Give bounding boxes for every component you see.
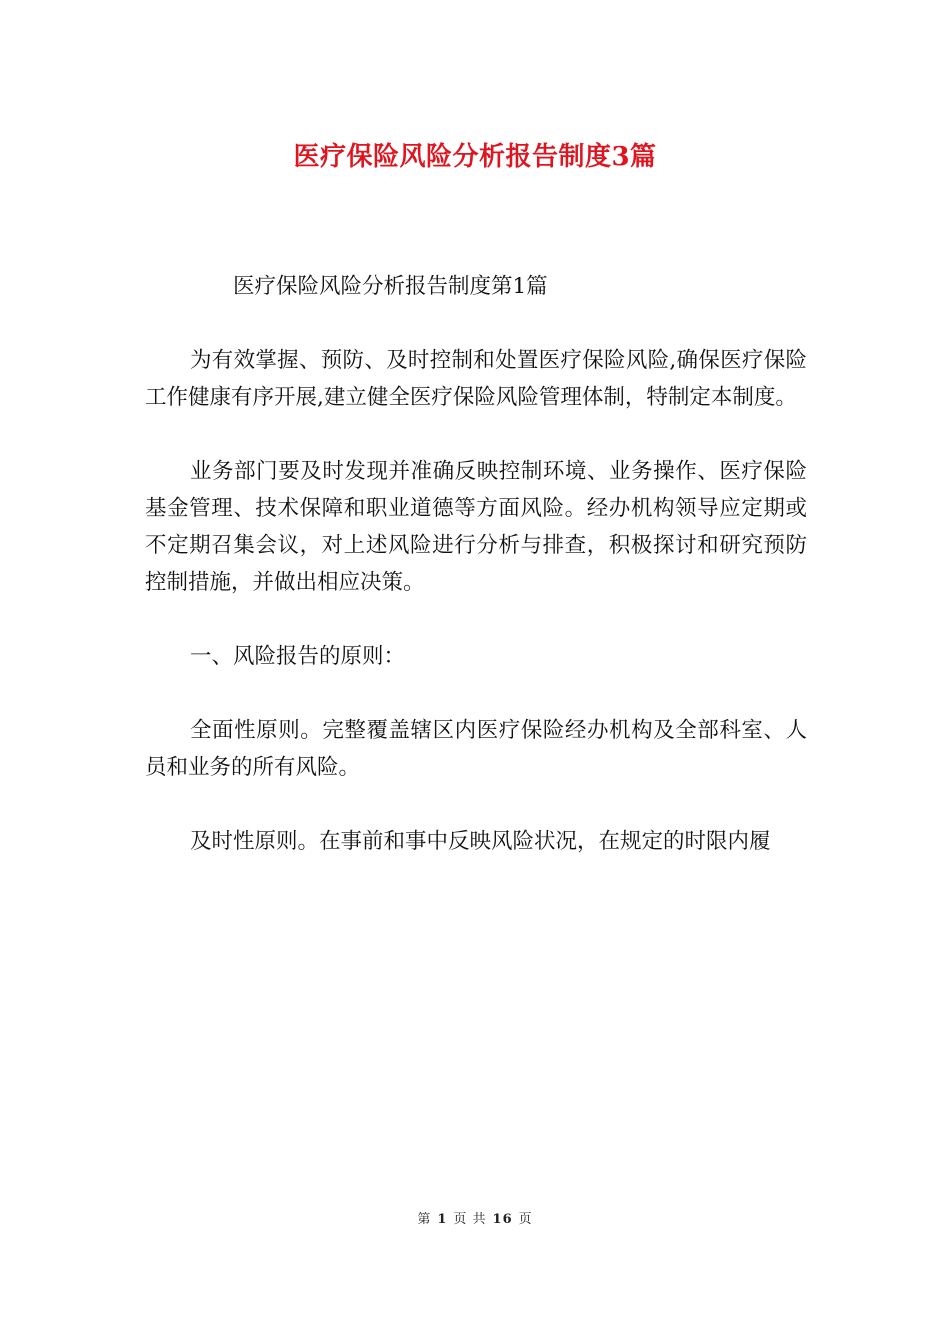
- section-subtitle: 医疗保险风险分析报告制度第1篇: [233, 274, 548, 299]
- document-body: [145, 268, 807, 897]
- total-page-count: 16: [492, 1212, 513, 1227]
- page-footer: [0, 1208, 950, 1227]
- section-heading: 一、风险报告的原则：: [190, 644, 406, 669]
- footer-suffix: 页: [518, 1212, 533, 1227]
- current-page-number: 1: [437, 1212, 448, 1227]
- document-title: 医疗保险风险分析报告制度3篇: [293, 142, 657, 172]
- footer-middle: 页 共: [453, 1212, 487, 1227]
- footer-prefix: 第: [417, 1212, 432, 1227]
- paragraph: 为有效掌握、预防、及时控制和处置医疗保险风险,确保医疗保险工作健康有序开展,建立健全医疗保险风险管理体制，特制定本制度。: [145, 348, 807, 410]
- paragraph: 及时性原则。在事前和事中反映风险状况，在规定的时限内履: [190, 829, 771, 854]
- paragraph: 全面性原则。完整覆盖辖区内医疗保险经办机构及全部科室、人员和业务的所有风险。: [145, 718, 807, 780]
- paragraph: 业务部门要及时发现并准确反映控制环境、业务操作、医疗保险基金管理、技术保障和职业道德等方面风险。经办机构领导应定期或不定期召集会议，对上述风险进行分析与排查，积极探讨和研究预防控制措施，并做出相应决策。: [145, 459, 807, 595]
